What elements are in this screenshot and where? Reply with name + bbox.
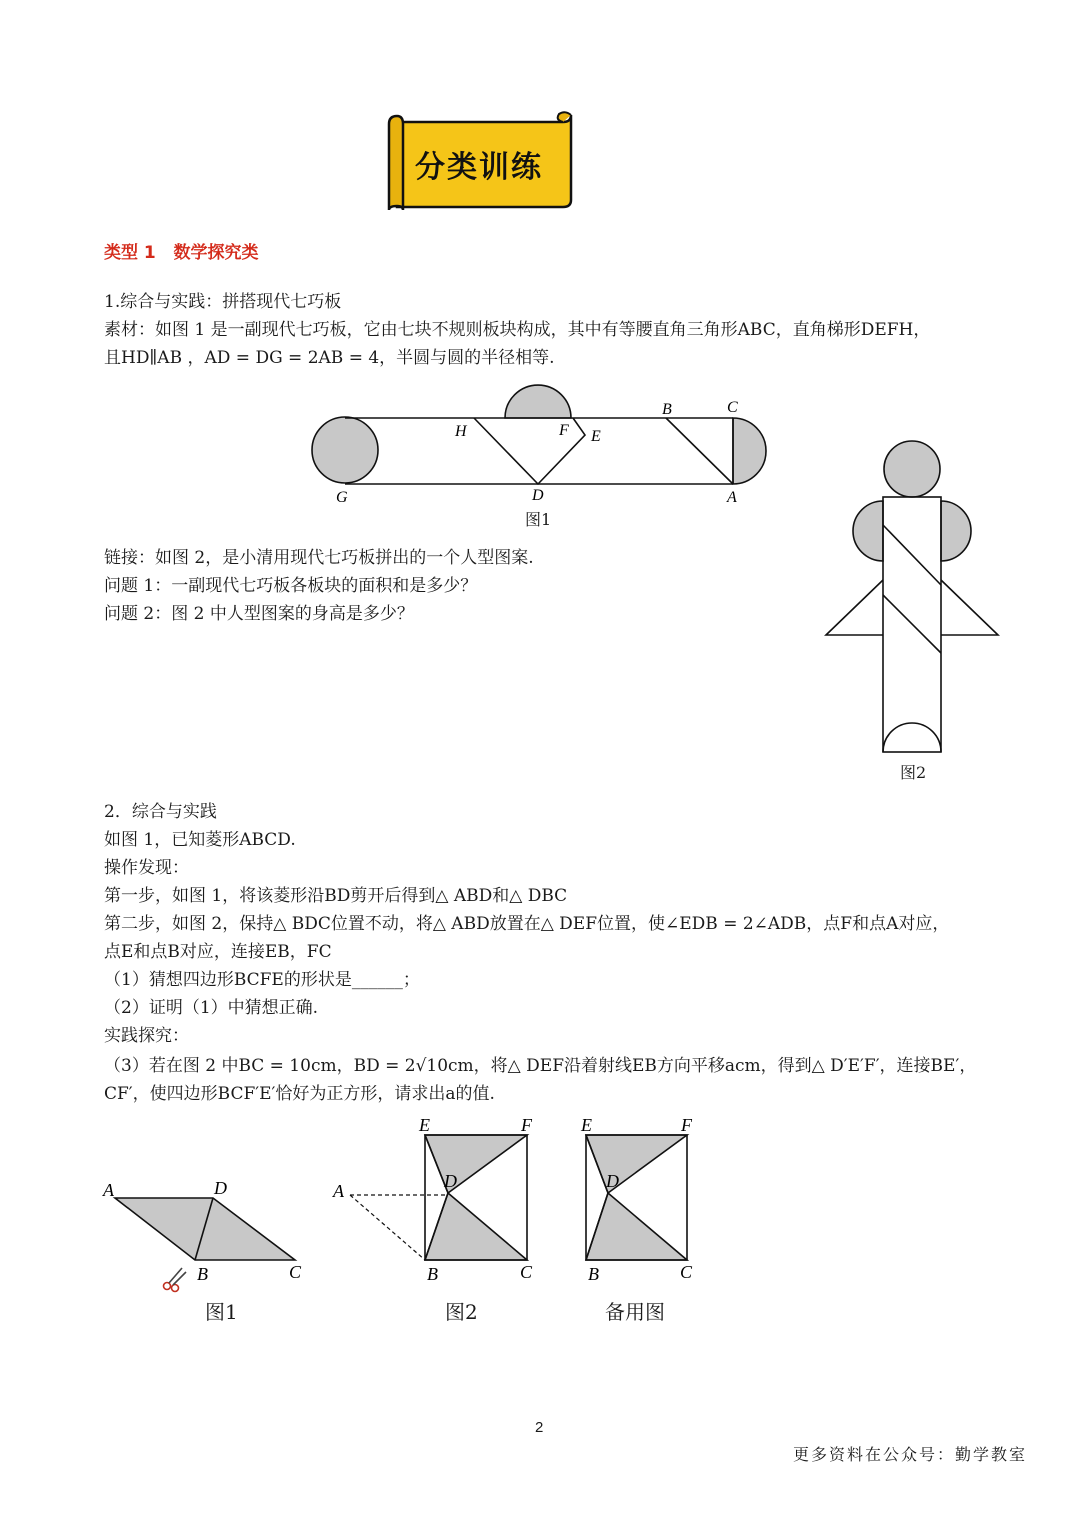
figA-label-C: C bbox=[289, 1262, 302, 1282]
p2-q3-cont: CF′，使四边形BCF′E′恰好为正方形，请求出a的值. bbox=[104, 1084, 495, 1104]
figB-label-D: D bbox=[444, 1171, 457, 1191]
title-banner bbox=[385, 110, 575, 215]
banner-title: 分类训练 bbox=[415, 150, 543, 185]
p2-q2: （2）证明（1）中猜想正确. bbox=[104, 998, 319, 1018]
p2-figure1 bbox=[100, 1170, 315, 1300]
fig1-label-C: C bbox=[727, 399, 738, 416]
fig1-label-D: D bbox=[532, 487, 544, 504]
p2-fig2-caption: 图2 bbox=[445, 1300, 478, 1324]
page-number: 2 bbox=[535, 1419, 544, 1436]
p1-question1: 问题 1：一副现代七巧板各板块的面积和是多少？ bbox=[104, 576, 478, 596]
section-heading: 类型 1 数学探究类 bbox=[104, 243, 259, 263]
p2-operation: 操作发现： bbox=[104, 858, 189, 878]
figB-label-E: E bbox=[419, 1115, 430, 1135]
p1-link: 链接：如图 2，是小清用现代七巧板拼出的一个人型图案. bbox=[104, 548, 534, 568]
p2-q3: （3）若在图 2 中BC = 10cm，BD = 2√10cm，将△ DEF沿着射线EB方向平移acm，得到△ D′E′F′，连接BE′， bbox=[104, 1056, 977, 1076]
p2-step1: 第一步，如图 1，将该菱形沿BD剪开后得到△ ABD和△ DBC bbox=[104, 886, 568, 906]
p1-figure2 bbox=[820, 435, 1005, 765]
scissors-icon bbox=[164, 1268, 187, 1292]
fig1-label-B: B bbox=[662, 401, 672, 418]
fig1-semicircle-top bbox=[505, 385, 571, 418]
figA-label-B: B bbox=[197, 1264, 208, 1284]
fig1-label-A: A bbox=[727, 489, 737, 506]
figC-label-B: B bbox=[588, 1264, 599, 1284]
fig2-left-arm bbox=[853, 501, 883, 561]
p2-figure-spare bbox=[575, 1115, 705, 1290]
fig2-right-arm bbox=[941, 501, 971, 561]
p1-condition: 且HD∥AB ，AD = DG = 2AB = 4，半圆与圆的半径相等. bbox=[104, 348, 555, 368]
p2-q1: （1）猜想四边形BCFE的形状是______； bbox=[104, 970, 420, 990]
fig1-circle-left bbox=[312, 417, 378, 483]
p2-spare-caption: 备用图 bbox=[605, 1300, 665, 1324]
p2-heading: 2．综合与实践 bbox=[104, 802, 217, 822]
p2-step2: 第二步，如图 2，保持△ BDC位置不动，将△ ABD放置在△ DEF位置，使∠EDB = 2∠ADB，点F和点A对应， bbox=[104, 914, 950, 934]
p1-heading: 1.综合与实践：拼搭现代七巧板 bbox=[104, 292, 342, 312]
p1-fig2-caption: 图2 bbox=[900, 763, 927, 782]
figC-label-D: D bbox=[606, 1171, 619, 1191]
p2-figure2 bbox=[330, 1115, 545, 1290]
p2-step2-cont: 点E和点B对应，连接EB，FC bbox=[104, 942, 332, 962]
fig2-head-circle bbox=[884, 441, 940, 497]
figB-label-C: C bbox=[520, 1262, 533, 1282]
p2-fig1-caption: 图1 bbox=[205, 1300, 238, 1324]
p2-given: 如图 1，已知菱形ABCD. bbox=[104, 830, 296, 850]
p2-practice: 实践探究： bbox=[104, 1026, 189, 1046]
p1-material: 素材：如图 1 是一副现代七巧板，它由七块不规则板块构成，其中有等腰直角三角形ABC，直角梯形DEFH， bbox=[104, 320, 931, 340]
figC-label-E: E bbox=[581, 1115, 592, 1135]
footer-note: 更多资料在公众号：勤学教室 bbox=[793, 1445, 1028, 1464]
figC-label-F: F bbox=[681, 1115, 692, 1135]
fig1-label-G: G bbox=[336, 489, 348, 506]
figB-label-F: F bbox=[521, 1115, 532, 1135]
fig1-label-F: F bbox=[559, 422, 569, 439]
p1-question2: 问题 2：图 2 中人型图案的身高是多少？ bbox=[104, 604, 414, 624]
fig1-label-E: E bbox=[591, 428, 601, 445]
figC-label-C: C bbox=[680, 1262, 693, 1282]
fig1-semicircle-right bbox=[733, 418, 766, 484]
p1-fig1-caption: 图1 bbox=[525, 510, 552, 529]
figA-label-D: D bbox=[214, 1178, 227, 1198]
fig1-label-H: H bbox=[455, 423, 467, 440]
figB-label-B: B bbox=[427, 1264, 438, 1284]
figA-label-A: A bbox=[103, 1180, 114, 1200]
figB-label-A: A bbox=[333, 1181, 344, 1201]
